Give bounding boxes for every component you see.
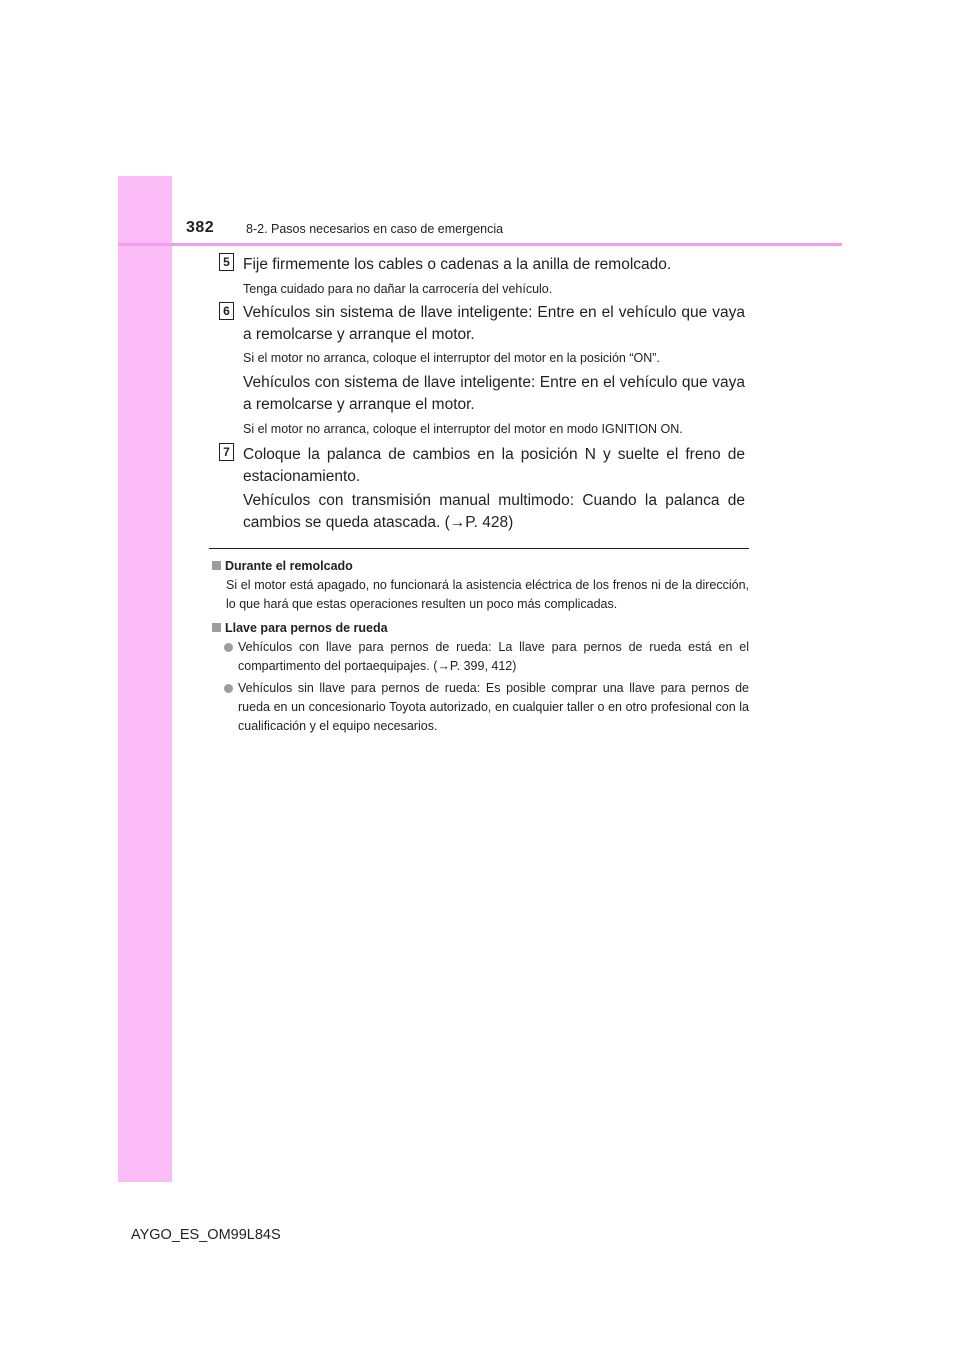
info-heading-lug-wrench [212, 620, 388, 636]
section-title: 8-2. Pasos necesarios en caso de emergencia [246, 222, 504, 236]
step-6-note-smart-key: Si el motor no arranca, coloque el interruptor del motor en modo IGNITION ON. [243, 422, 683, 436]
step-7-badge: 7 [219, 443, 234, 461]
list-item-text: Vehículos con llave para pernos de rueda: La llave para pernos de rueda está en el compartimento del portaequipajes. (→P. 399, 412) [238, 640, 749, 673]
step-6-text-smart-key: Vehículos con sistema de llave inteligente: Entre en el vehículo que vaya a remolcarse y arranque el motor. [243, 374, 745, 413]
step-5-badge: 5 [219, 253, 234, 271]
list-item-text: Vehículos sin llave para pernos de rueda: Es posible comprar una llave para pernos de rueda en un concesionario Toyota autorizado, en cualquier taller o en otro profesional con la cualificación y el equipo necesarios. [238, 681, 749, 733]
info-heading-towing [212, 558, 353, 574]
list-item [224, 679, 749, 736]
side-color-band [118, 176, 172, 1182]
step-7-text: Coloque la palanca de cambios en la posición N y suelte el freno de estacionamiento. [243, 446, 745, 485]
document-code: AYGO_ES_OM99L84S [131, 1227, 281, 1243]
square-bullet-icon [212, 561, 221, 570]
step-5-note: Tenga cuidado para no dañar la carrocería del vehículo. [243, 282, 553, 296]
page-number: 382 [186, 219, 215, 236]
step-5-text: Fije firmemente los cables o cadenas a la anilla de remolcado. [243, 256, 672, 273]
info-heading-towing-label: Durante el remolcado [225, 559, 353, 573]
step-6-badge: 6 [219, 302, 234, 320]
section-divider [209, 548, 749, 549]
list-item [224, 638, 749, 676]
info-heading-lug-wrench-label: Llave para pernos de rueda [225, 621, 388, 635]
circle-bullet-icon [224, 684, 233, 693]
step-6-text: Vehículos sin sistema de llave inteligente: Entre en el vehículo que vaya a remolcarse y arranque el motor. [243, 304, 745, 343]
step-7-text-multimode: Vehículos con transmisión manual multimodo: Cuando la palanca de cambios se queda atascada. (→P. 428) [243, 492, 745, 531]
info-text-towing: Si el motor está apagado, no funcionará la asistencia eléctrica de los frenos ni de la dirección, lo que hará que estas operaciones resulten un poco más complicadas. [226, 578, 749, 611]
square-bullet-icon [212, 623, 221, 632]
step-6-note: Si el motor no arranca, coloque el interruptor del motor en la posición “ON”. [243, 351, 660, 365]
circle-bullet-icon [224, 643, 233, 652]
header-rule [118, 243, 842, 246]
